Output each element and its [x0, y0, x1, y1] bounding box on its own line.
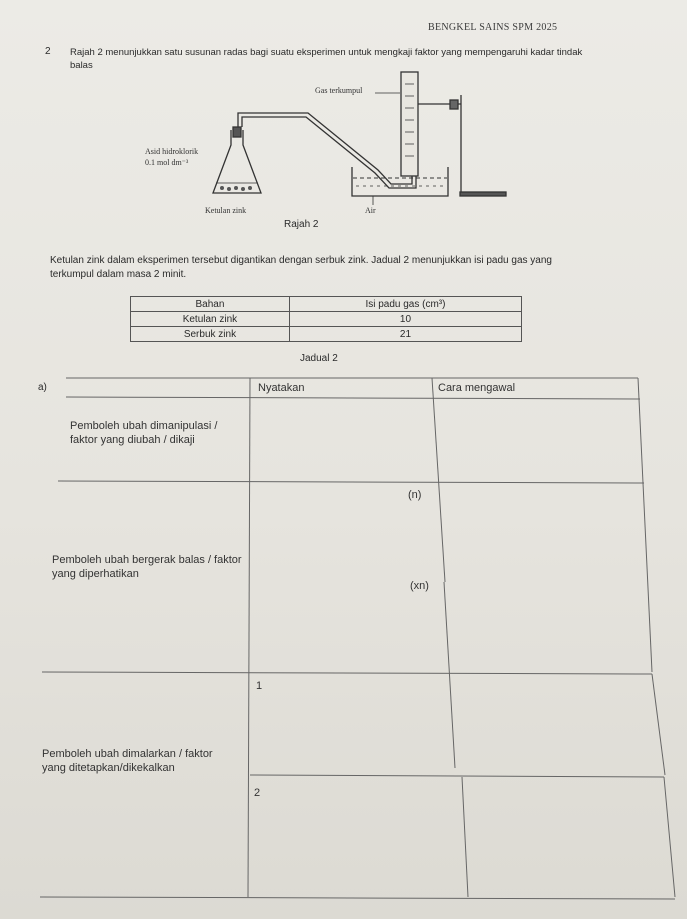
label-gas: Gas terkumpul	[315, 86, 363, 95]
question-number: 2	[45, 46, 51, 57]
mark-1: 1	[256, 680, 263, 692]
table-header-bahan: Bahan	[131, 297, 290, 312]
header-cara-mengawal: Cara mengawal	[438, 382, 516, 394]
table-cell: 21	[289, 327, 521, 342]
row-controlled-label: Pemboleh ubah dimalarkan / faktor yang ditetapkan/dikekalkan	[42, 748, 213, 774]
row-responding-label: Pemboleh ubah bergerak balas / faktor yang diperhatikan	[52, 554, 242, 580]
mark-2: 2	[254, 787, 261, 799]
table-cell: 10	[289, 312, 521, 327]
paragraph: Ketulan zink dalam eksperimen tersebut digantikan dengan serbuk zink. Jadual 2 menunjukkan isi padu gas yang terkumpul dalam masa 2 minit.	[50, 255, 552, 280]
row-manipulated-label: Pemboleh ubah dimanipulasi / faktor yang diubah / dikaji	[70, 420, 218, 446]
label-acid: Asid hidroklorik	[145, 147, 199, 156]
table-cell: Serbuk zink	[131, 327, 290, 342]
label-acid-concentration: 0.1 mol dm⁻³	[145, 158, 189, 167]
table-header-isipadu: Isi padu gas (cm³)	[289, 297, 521, 312]
label-zinc: Ketulan zink	[205, 206, 247, 215]
figure-caption: Rajah 2	[284, 219, 319, 230]
part-a-label: a)	[38, 382, 47, 393]
header-nyatakan: Nyatakan	[258, 382, 305, 394]
header-text: BENGKEL SAINS SPM 2025	[428, 22, 558, 33]
table-caption: Jadual 2	[300, 353, 338, 364]
mark-n: (n)	[408, 489, 422, 501]
label-water: Air	[365, 206, 376, 215]
question-intro: Rajah 2 menunjukkan satu susunan radas bagi suatu eksperimen untuk mengkaji faktor yang mempengaruhi kadar tindak balas	[70, 47, 583, 71]
mark-xn: (xn)	[410, 580, 429, 592]
table-cell: Ketulan zink	[131, 312, 290, 327]
